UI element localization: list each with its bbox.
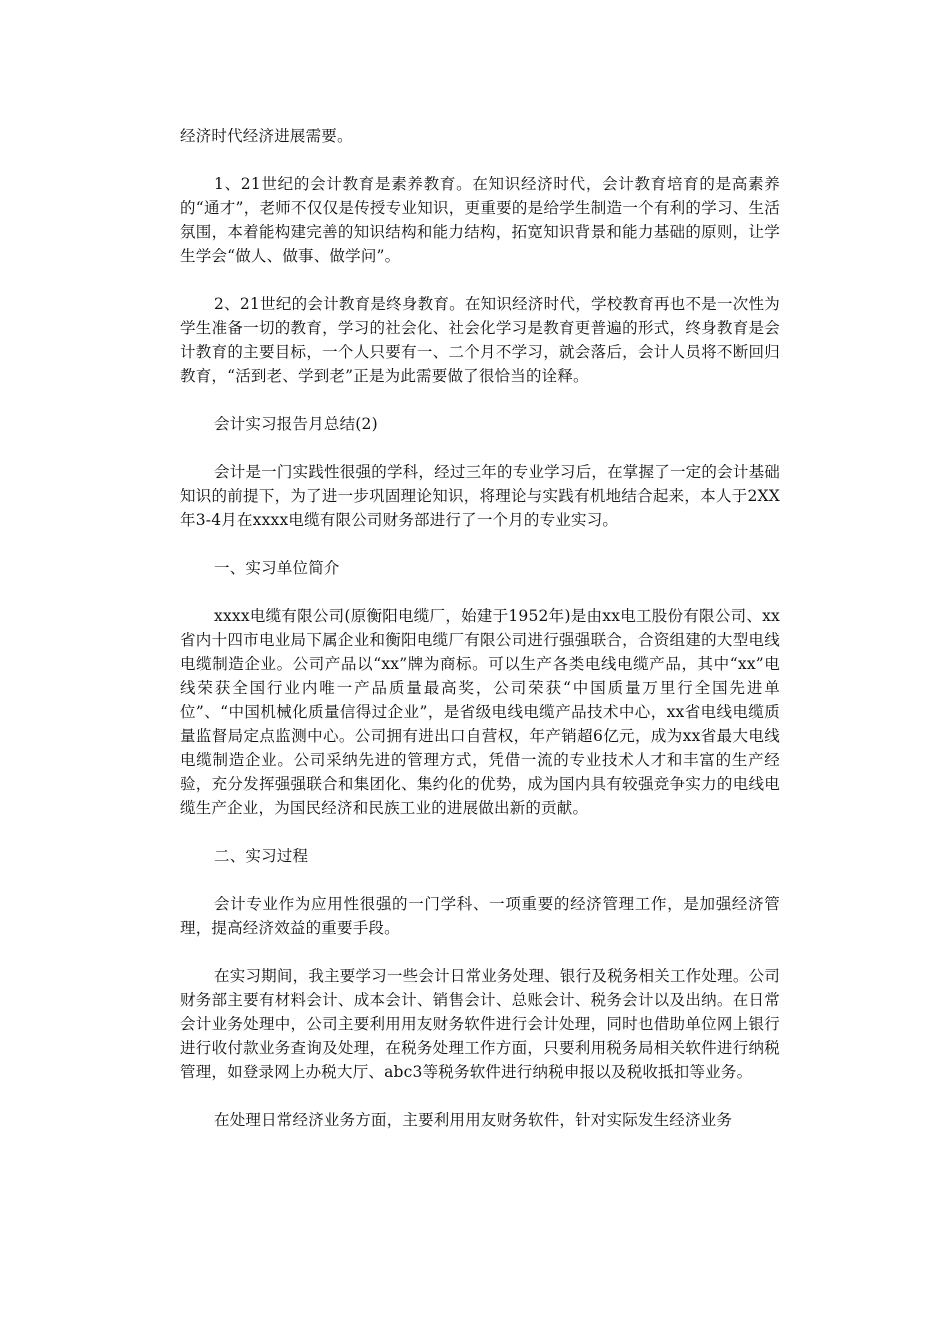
paragraph-company-description: xxxx电缆有限公司(原衡阳电缆厂，始建于1952年)是由xx电工股份有限公司、xx省内十四市电业局下属企业和衡阳电缆厂有限公司进行强强联合，合资组建的大型电线电缆制造企业。公司产品以“xx”牌为商标。可以生产各类电线电缆产品，其中“xx”电线荣获全国行业内唯一产品质量最高奖，公司荣获“中国质量万里行全国先进单位”、“中国机械化质量信得过企业”，是省级电线电缆产品技术中心，xx省电线电缆质量监督局定点监测中心。公司拥有进出口自营权，年产销超6亿元，成为xx省最大电线电缆制造企业。公司采纳先进的管理方式，凭借一流的专业技术人才和丰富的生产经验，充分发挥强强联合和集团化、集约化的优势，成为国内具有较强竞争实力的电线电缆生产企业，为国民经济和民族工业的进展做出新的贡献。 bbox=[180, 607, 780, 817]
paragraph-internship-duties: 在实习期间，我主要学习一些会计日常业务处理、银行及税务相关工作处理。公司财务部主要有材料会计、成本会计、销售会计、总账会计、税务会计以及出纳。在日常会计业务处理中，公司主要利用用友财务软件进行会计处理，同时也借助单位网上银行进行收付款业务查询及处理，在税务处理工作方面，只要利用税务局相关软件进行纳税管理，如登录网上办税大厅、abc3等税务软件进行纳税申报以及税收抵扣等业务。 bbox=[180, 967, 780, 1081]
paragraph-report-intro: 会计是一门实践性很强的学科，经过三年的专业学习后，在掌握了一定的会计基础知识的前提下，为了进一步巩固理论知识，将理论与实践有机地结合起来，本人于2XX年3-4月在xxxx电缆有限公司财务部进行了一个月的专业实习。 bbox=[180, 463, 780, 529]
heading-company-intro: 一、实习单位简介 bbox=[214, 559, 340, 577]
paragraph-daily-business: 在处理日常经济业务方面，主要利用用友财务软件，针对实际发生经济业务 bbox=[214, 1111, 733, 1129]
section-title-report: 会计实习报告月总结(2) bbox=[214, 415, 378, 433]
paragraph-accounting-discipline: 会计专业作为应用性很强的一门学科、一项重要的经济管理工作，是加强经济管理，提高经济效益的重要手段。 bbox=[180, 895, 780, 937]
paragraph-quality-education: 1、21世纪的会计教育是素养教育。在知识经济时代，会计教育培育的是高素养的“通才”，老师不仅仅是传授专业知识，更重要的是给学生制造一个有利的学习、生活氛围，本着能构建完善的知识结构和能力结构，拓宽知识背景和能力基础的原则，让学生学会“做人、做事、做学问”。 bbox=[180, 175, 780, 265]
document-page bbox=[180, 124, 780, 1132]
heading-internship-process: 二、实习过程 bbox=[214, 847, 309, 865]
paragraph-lifelong-education: 2、21世纪的会计教育是终身教育。在知识经济时代，学校教育再也不是一次性为学生准备一切的教育，学习的社会化、社会化学习是教育更普遍的形式，终身教育是会计教育的主要目标，一个人只要有一、二个月不学习，就会落后，会计人员将不断回归教育，“活到老、学到老”正是为此需要做了很恰当的诠释。 bbox=[180, 295, 780, 385]
paragraph-intro-fragment: 经济时代经济进展需要。 bbox=[180, 127, 353, 145]
